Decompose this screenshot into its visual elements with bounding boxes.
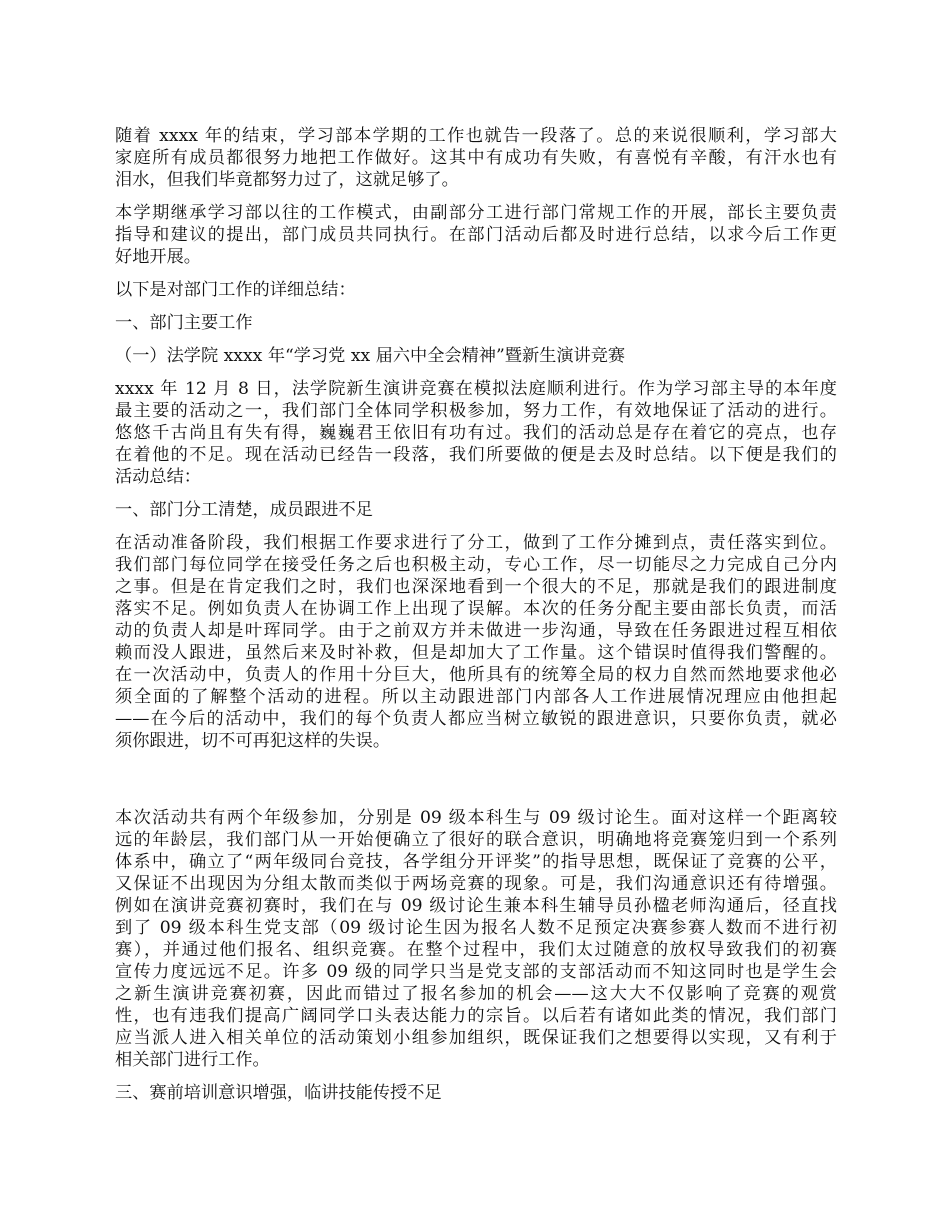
paragraph-work-mode [115, 202, 837, 268]
text-line: xxxx 年 12 月 8 日，法学院新生演讲竞赛在模拟法庭顺利进行。作为学习部主导的本年度 [115, 379, 837, 399]
text-line: 例如在演讲竞赛初赛时，我们在与 09 级讨论生兼本科生辅导员孙楹老师沟通后，径直找 [115, 896, 837, 916]
text-line: 本学期继承学习部以往的工作模式，由副部分工进行部门常规工作的开展，部长主要负责 [115, 203, 837, 223]
heading-text: 一、部门分工清楚，成员跟进不足 [115, 500, 373, 520]
text-line: 在一次活动中，负责人的作用十分巨大，他所具有的统筹全局的权力自然而然地要求他必 [115, 665, 837, 685]
section-spacer [115, 763, 837, 807]
text-line: 泪水，但我们毕竟都努力过了，这就足够了。 [115, 170, 459, 190]
text-line: 最主要的活动之一，我们部门全体同学积极参加，努力工作，有效地保证了活动的进行。 [115, 401, 837, 421]
text-line: 相关部门进行工作。 [115, 1050, 270, 1070]
text-line: 赖而没人跟进，虽然后来及时补救，但是却加大了工作量。这个错误时值得我们警醒的。 [115, 643, 837, 663]
text-line: 体系中，确立了“两年级同台竞技，各学组分开评奖”的指导思想，既保证了竞赛的公平， [115, 852, 837, 872]
text-line: 在活动准备阶段，我们根据工作要求进行了分工，做到了工作分摊到点，责任落实到位。 [115, 533, 837, 553]
heading-text: 一、部门主要工作 [115, 313, 253, 333]
paragraph-grade-levels [115, 807, 837, 1071]
text-line: 之事。但是在肯定我们之时，我们也深深地看到一个很大的不足，那就是我们的跟进制度 [115, 577, 837, 597]
paragraph-contest-overview [115, 378, 837, 488]
text-line: 宣传力度远远不足。许多 09 级的同学只当是党支部的支部活动而不知这同时也是学生会 [115, 962, 837, 982]
text-line: 好地开展。 [115, 247, 201, 267]
text-line: 远的年龄层，我们部门从一开始便确立了很好的联合意识，明确地将竞赛笼归到一个系列 [115, 830, 837, 850]
text-line: 动的负责人却是叶珲同学。由于之前双方并未做进一步沟通，导致在任务跟进过程互相依 [115, 621, 837, 641]
text-line: 之新生演讲竞赛初赛，因此而错过了报名参加的机会——这大大不仅影响了竞赛的观赏 [115, 984, 837, 1004]
text-line: 性，也有违我们提高广阔同学口头表达能力的宗旨。以后若有诸如此类的情况，我们部门 [115, 1006, 837, 1026]
text-line: 指导和建议的提出，部门成员共同执行。在部门活动后都及时进行总结，以求今后工作更 [115, 225, 837, 245]
paragraph-division-details [115, 532, 837, 752]
text-line: 本次活动共有两个年级参加，分别是 09 级本科生与 09 级讨论生。面对这样一个距离较 [115, 808, 837, 828]
heading-training [115, 1082, 837, 1104]
heading-division-of-labor [115, 499, 837, 521]
document-body [115, 125, 837, 1115]
heading-text: 三、赛前培训意识增强，临讲技能传授不足 [115, 1083, 442, 1103]
heading-text: （一）法学院 xxxx 年“学习党 xx 届六中全会精神”暨新生演讲竞赛 [115, 346, 626, 366]
text-line: 赛），并通过他们报名、组织竞赛。在整个过程中，我们太过随意的放权导致我们的初赛 [115, 940, 837, 960]
text-line: 又保证不出现因为分组太散而类似于两场竞赛的现象。可是，我们沟通意识还有待增强。 [115, 874, 837, 894]
paragraph-summary-lead [115, 279, 837, 301]
text-line: 我们部门每位同学在接受任务之后也积极主动，专心工作，尽一切能尽之力完成自己分内 [115, 555, 837, 575]
text-line: 在着他的不足。现在活动已经告一段落，我们所要做的便是去及时总结。以下便是我们的 [115, 445, 837, 465]
text-line: 落实不足。例如负责人在协调工作上出现了误解。本次的任务分配主要由部长负责，而活 [115, 599, 837, 619]
text-line: 悠悠千古尚且有失有得，巍巍君王依旧有功有过。我们的活动总是存在着它的亮点，也存 [115, 423, 837, 443]
text-line: 应当派人进入相关单位的活动策划小组参加组织，既保证我们之想要得以实现，又有利于 [115, 1028, 837, 1048]
text-line: 须全面的了解整个活动的进程。所以主动跟进部门内部各人工作进展情况理应由他担起 [115, 687, 837, 707]
text-line: 家庭所有成员都很努力地把工作做好。这其中有成功有失败，有喜悦有辛酸，有汗水也有 [115, 148, 837, 168]
heading-main-work [115, 312, 837, 334]
text-line: 须你跟进，切不可再犯这样的失误。 [115, 731, 391, 751]
text-line: 到了 09 级本科生党支部（09 级讨论生因为报名人数不足预定决赛参赛人数而不进行初 [115, 918, 837, 938]
heading-speech-contest [115, 345, 837, 367]
paragraph-intro [115, 125, 837, 191]
text-line: 随着 xxxx 年的结束，学习部本学期的工作也就告一段落了。总的来说很顺利，学习部大 [115, 126, 837, 146]
text-line: 以下是对部门工作的详细总结： [115, 280, 356, 300]
text-line: 活动总结： [115, 467, 201, 487]
text-line: ——在今后的活动中，我们的每个负责人都应当树立敏锐的跟进意识，只要你负责，就必 [115, 709, 837, 729]
